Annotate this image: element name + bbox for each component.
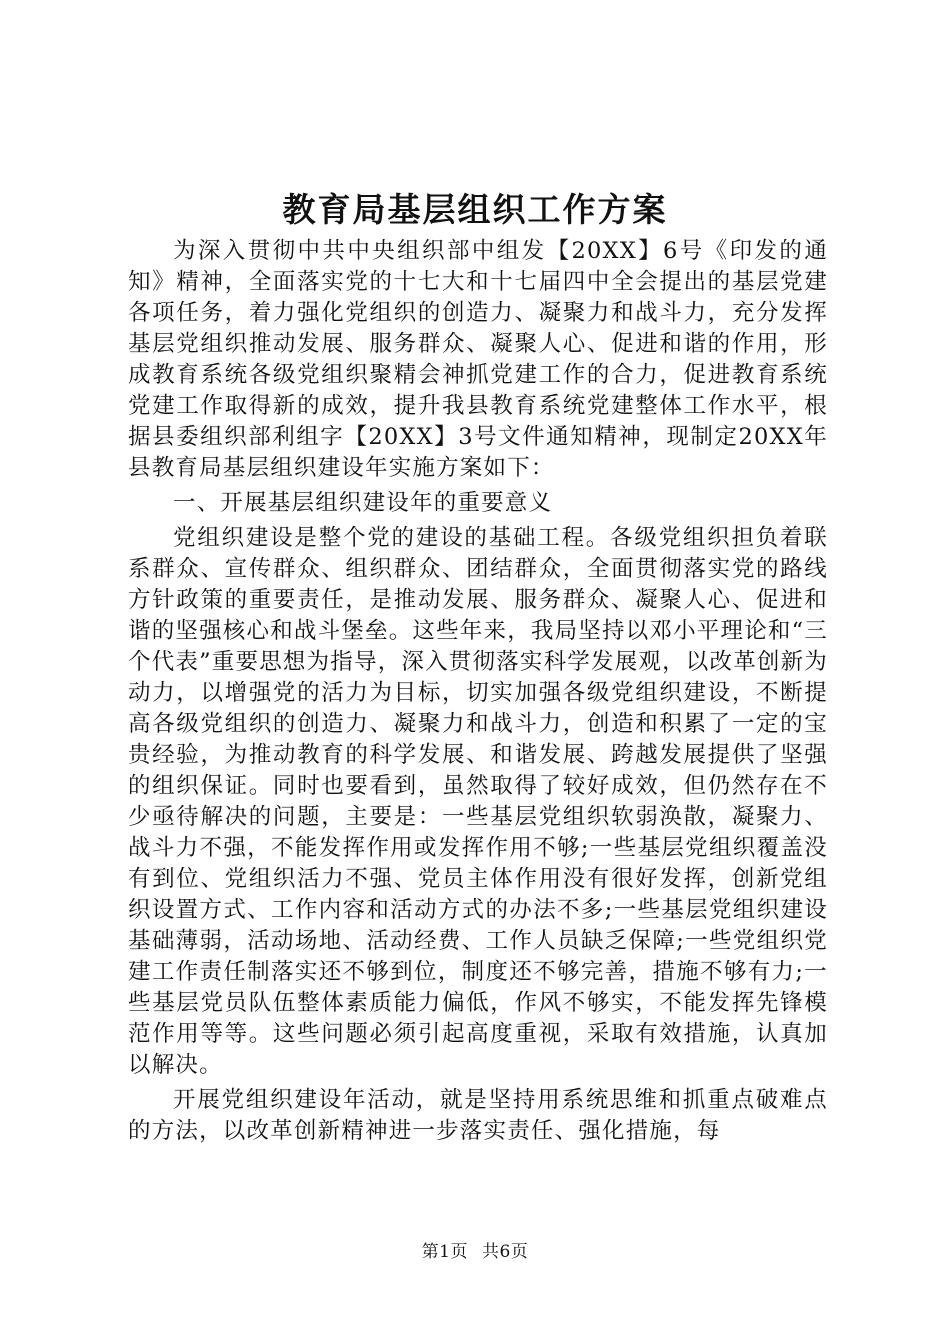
page-number-total: 共6页 <box>482 1242 529 1262</box>
paragraph-intro: 为深入贯彻中共中央组织部中组发【20XX】6号《印发的通知》精神，全面落实党的十七大和十七届四中全会提出的基层党建各项任务，着力强化党组织的创造力、凝聚力和战斗力，充分发挥基层党组织推动发展、服务群众、凝聚人心、促进和谐的作用，形成教育系统各级党组织聚精会神抓党建工作的合力，促进教育系统党建工作取得新的成效，提升我县教育系统党建整体工作水平，根据县委组织部利组字【20XX】3号文件通知精神，现制定20XX年县教育局基层组织建设年实施方案如下： <box>128 238 828 481</box>
document-title: 教育局基层组织工作方案 <box>282 190 668 229</box>
paragraph-activity: 开展党组织建设年活动，就是坚持用系统思维和抓重点破难点的方法，以改革创新精神进一步落实责任、强化措施，每 <box>128 1087 828 1144</box>
section-heading-1: 一、开展基层组织建设年的重要意义 <box>173 490 553 516</box>
page-footer <box>0 1240 950 1264</box>
document-body <box>128 236 828 1151</box>
paragraph-significance: 党组织建设是整个党的建设的基础工程。各级党组织担负着联系群众、宣传群众、组织群众、团结群众，全面贯彻落实党的路线方针政策的重要责任，是推动发展、服务群众、凝聚人心、促进和谐的坚强核心和战斗堡垒。这些年来，我局坚持以邓小平理论和“三个代表”重要思想为指导，深入贯彻落实科学发展观，以改革创新为动力，以增强党的活力为目标，切实加强各级党组织建设，不断提高各级党组织的创造力、凝聚力和战斗力，创造和积累了一定的宝贵经验，为推动教育的科学发展、和谐发展、跨越发展提供了坚强的组织保证。同时也要看到，虽然取得了较好成效，但仍然存在不少亟待解决的问题，主要是：一些基层党组织软弱涣散，凝聚力、战斗力不强，不能发挥作用或发挥作用不够;一些基层党组织覆盖没有到位、党组织活力不强、党员主体作用没有很好发挥，创新党组织设置方式、工作内容和活动方式的办法不多;一些基层党组织建设基础薄弱，活动场地、活动经费、工作人员缺乏保障;一些党组织党建工作责任制落实还不够到位，制度还不够完善，措施不够有力;一些基层党员队伍整体素质能力偏低，作风不够实，不能发挥先锋模范作用等等。这些问题必须引起高度重视，采取有效措施，认真加以解决。 <box>128 525 829 1078</box>
page-number-current: 第1页 <box>421 1242 468 1262</box>
